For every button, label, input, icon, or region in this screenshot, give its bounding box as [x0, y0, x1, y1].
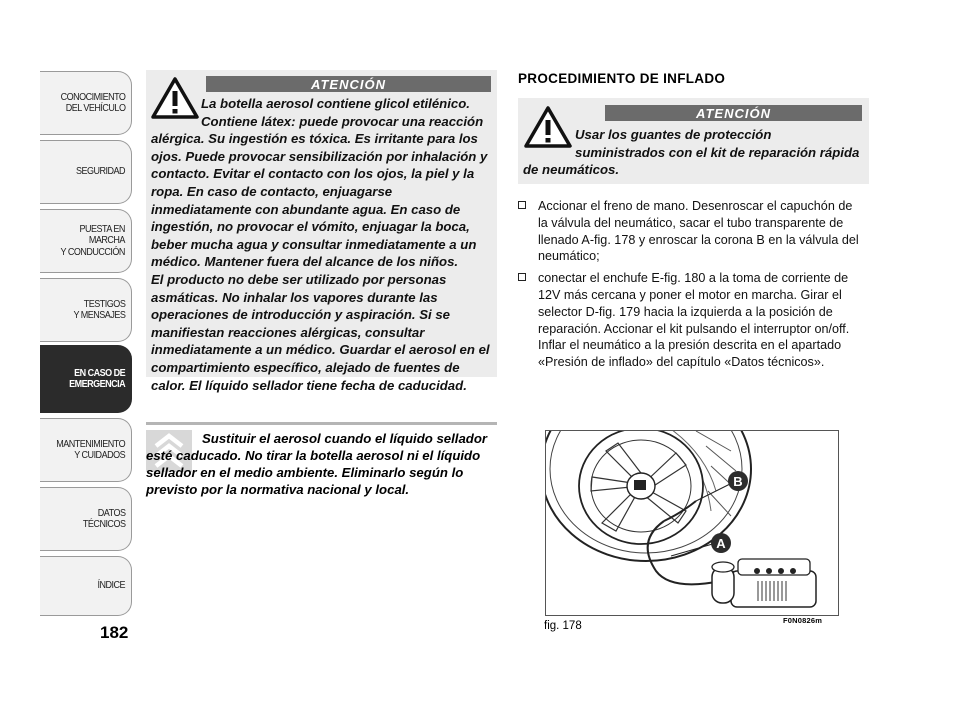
tab-label: DATOS TÉCNICOS	[82, 506, 125, 530]
tyre-inflation-illustration	[546, 431, 838, 615]
callout-a	[711, 533, 731, 553]
step-text: conectar el enchufe E-fig. 180 a la toma de corriente de 12V más cercana y poner el motor en marcha. Girar el selector D-fig. 179 hacia la izquierda a la posición de reparación. Accionar el kit pulsando el interruptor on/off. Inflar el neumático a la presión descrita en el apartado «Presión de inflado» del capítulo «Datos técnicos».	[538, 271, 850, 370]
checkbox-bullet-icon	[518, 273, 526, 281]
warning-paragraph: El producto no debe ser utilizado por personas asmáticas. No inhalar los vapores durante las operaciones de introducción y aspiración. Si se manifiestan reacciones alérgicas, consultar inmediatamente a un médico. Guardar el aerosol en el compartimiento específico, alejado de fuentes de calor. El líquido sellador tiene fecha de caducidad.	[151, 271, 490, 393]
figure-code: F0N0826m	[783, 616, 823, 625]
warning-text	[151, 95, 491, 394]
warning-header-label: ATENCIÓN	[311, 76, 386, 92]
tab-seguridad[interactable]	[40, 140, 132, 204]
tab-puesta-en-marcha[interactable]	[40, 209, 132, 273]
warning-box-aerosol	[146, 70, 497, 393]
warning-header-label: ATENCIÓN	[696, 105, 771, 121]
warning-paragraph: La botella aerosol contiene glicol etilénico. Contiene látex: puede provocar una reacción alérgica. Su ingestión es tóxica. Es irritante para los ojos. Puede provocar sensibilización por inhalación y contacto. Evitar el contacto con los ojos, la piel y la ropa. En caso de contacto, enjuagarse inmediatamente con abundante agua. En caso de ingestión, no provocar el vómito, enjuagar la boca, beber mucha agua y consultar inmediatamente a un médico. Mantener fuera del alcance de los niños.	[151, 96, 488, 270]
step-text: Accionar el freno de mano. Desenroscar el capuchón de la válvula del neumático, sacar el tubo transparente de llenado A-fig. 178 y enroscar la corona B en la válvula del neumático;	[538, 199, 859, 264]
callout-b	[728, 471, 748, 491]
figure-tyre-compressor	[545, 430, 839, 616]
tab-label: CONOCIMIENTO DEL VEHÍCULO	[60, 90, 125, 114]
callout-a-label: A	[716, 536, 726, 551]
warning-paragraph: Usar los guantes de protección suministrados con el kit de reparación rápida de neumáticos.	[523, 127, 860, 178]
list-item	[518, 270, 863, 371]
tab-datos-tecnicos[interactable]	[40, 487, 132, 551]
tab-label: PUESTA EN MARCHA Y CONDUCCIÓN	[60, 222, 125, 258]
env-note-text: Sustituir el aerosol cuando el líquido sellador esté caducado. No tirar la botella aerosol ni el líquido sellador en el medio ambiente. Eliminarlo según lo previsto por la normativa nacional y local.	[146, 431, 488, 497]
list-item	[518, 198, 863, 265]
figure-caption: fig. 178	[544, 620, 582, 632]
tab-conocimiento-del-vehiculo[interactable]	[40, 71, 132, 135]
tab-label: TESTIGOS Y MENSAJES	[73, 297, 125, 321]
tab-label: SEGURIDAD	[75, 165, 125, 178]
checkbox-bullet-icon	[518, 201, 526, 209]
tab-label: ÍNDICE	[97, 579, 125, 592]
page-number: 182	[100, 623, 129, 642]
tab-label: MANTENIMIENTO Y CUIDADOS	[56, 437, 125, 461]
tab-en-caso-de-emergencia[interactable]	[40, 345, 132, 413]
warning-header	[605, 105, 862, 121]
procedure-steps	[518, 198, 863, 376]
env-note-rule	[146, 422, 497, 425]
warning-box-gloves	[518, 98, 869, 184]
tab-label: EN CASO DE EMERGENCIA	[68, 366, 125, 390]
warning-text	[523, 126, 863, 179]
tab-testigos-y-mensajes[interactable]	[40, 278, 132, 342]
tab-mantenimiento-y-cuidados[interactable]	[40, 418, 132, 482]
tab-indice[interactable]	[40, 556, 132, 616]
section-title: PROCEDIMIENTO DE INFLADO	[518, 71, 726, 86]
warning-header	[206, 76, 491, 92]
callout-b-label: B	[733, 474, 743, 489]
